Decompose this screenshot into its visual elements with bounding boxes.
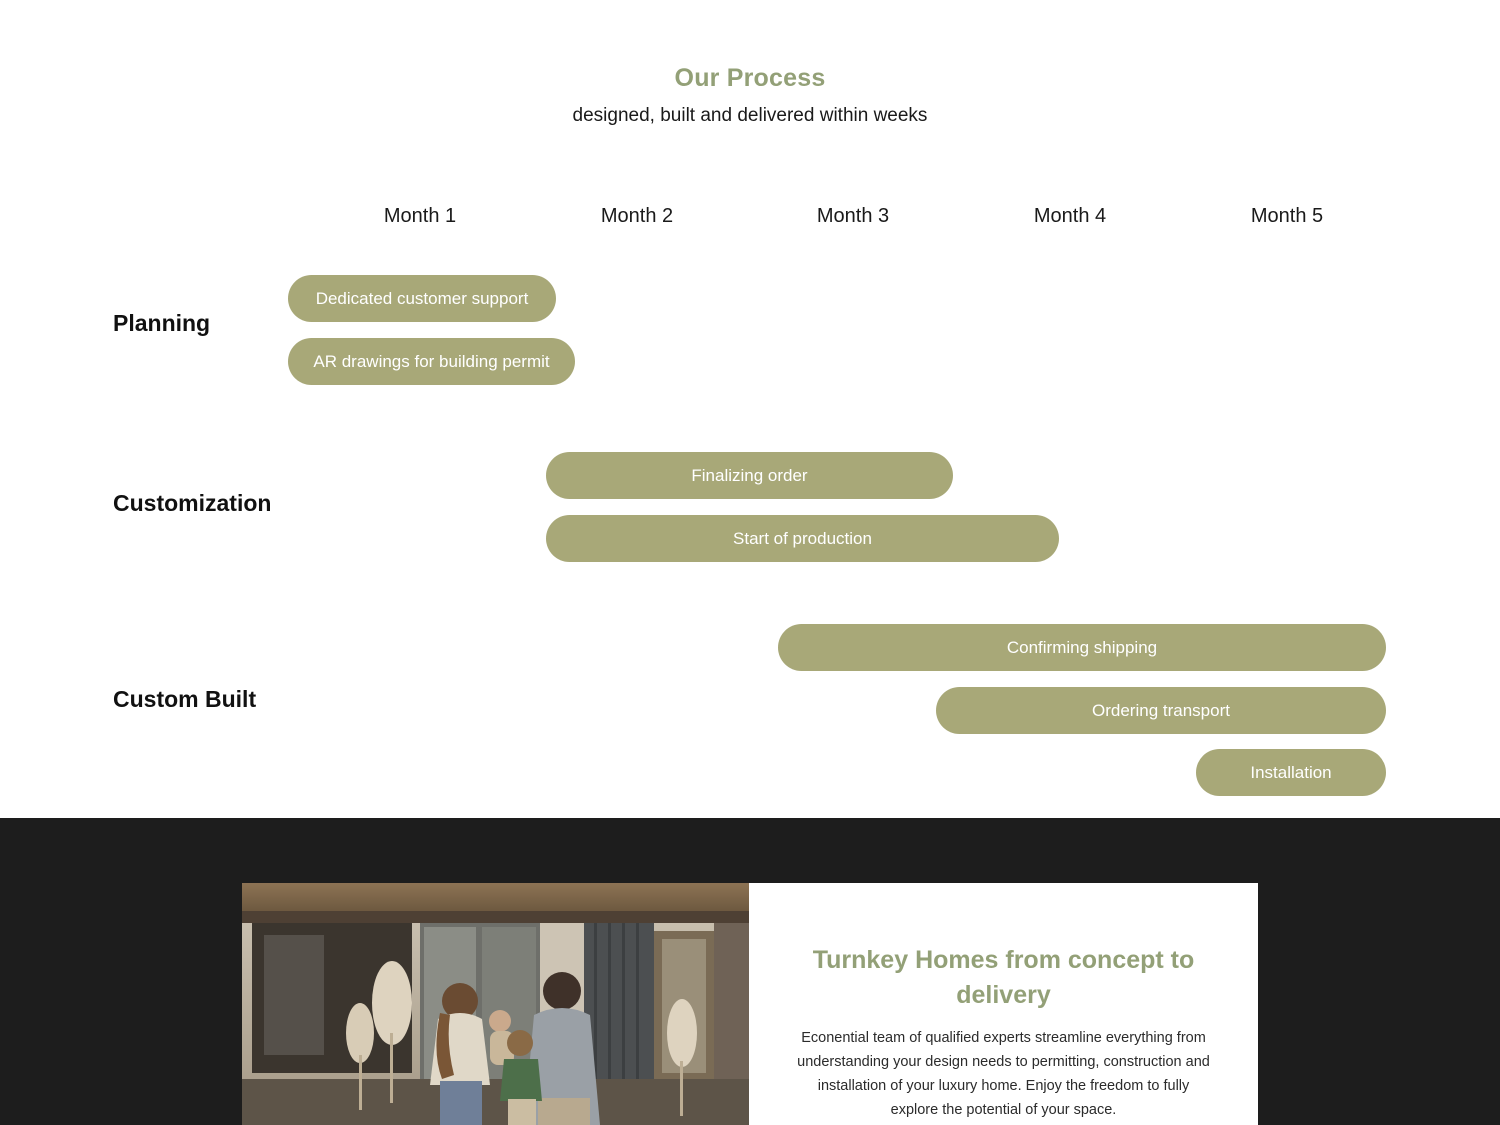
turnkey-homes-card	[242, 883, 1258, 1125]
task-bar-dedicated-customer-support[interactable]	[288, 275, 556, 322]
axis-tick-month-1: Month 1	[383, 205, 457, 227]
task-bar-label: Ordering transport	[1092, 700, 1230, 720]
axis-tick-month-5: Month 5	[1250, 205, 1324, 227]
task-bar-label: Start of production	[733, 528, 872, 548]
axis-tick-month-4: Month 4	[1033, 205, 1107, 227]
task-bar-confirming-shipping[interactable]	[778, 624, 1386, 671]
timeline-axis	[290, 205, 1385, 235]
card-body	[749, 883, 1258, 1125]
row-label-custom-built: Custom Built	[113, 686, 257, 712]
task-bar-start-of-production[interactable]	[546, 515, 1059, 562]
card-image	[242, 883, 749, 1125]
card-description: Econential team of qualified experts streamline everything from understanding your design needs to permitting, construction and installation of your luxury home. Enjoy the freedom to fully explore the potential of your space.	[797, 1030, 1210, 1118]
task-bar-label: Confirming shipping	[1006, 637, 1158, 657]
task-bar-ar-drawings[interactable]	[288, 338, 575, 385]
task-bar-label: AR drawings for building permit	[313, 351, 550, 371]
family-in-front-of-modular-home-icon	[242, 883, 749, 1125]
page-title: Our Process	[674, 64, 826, 92]
task-bar-finalizing-order[interactable]	[546, 452, 953, 499]
task-bar-label: Dedicated customer support	[315, 288, 529, 308]
task-bar-label: Installation	[1250, 762, 1332, 782]
task-bar-installation[interactable]	[1196, 749, 1386, 796]
row-label-customization: Customization	[113, 490, 272, 516]
axis-tick-month-3: Month 3	[816, 205, 890, 227]
task-bar-ordering-transport[interactable]	[936, 687, 1386, 734]
card-heading: Turnkey Homes from concept to delivery	[812, 946, 1195, 1009]
row-label-planning: Planning	[113, 310, 211, 336]
task-bar-label: Finalizing order	[691, 465, 808, 485]
page-subtitle: designed, built and delivered within weeks	[572, 105, 928, 126]
axis-tick-month-2: Month 2	[600, 205, 674, 227]
